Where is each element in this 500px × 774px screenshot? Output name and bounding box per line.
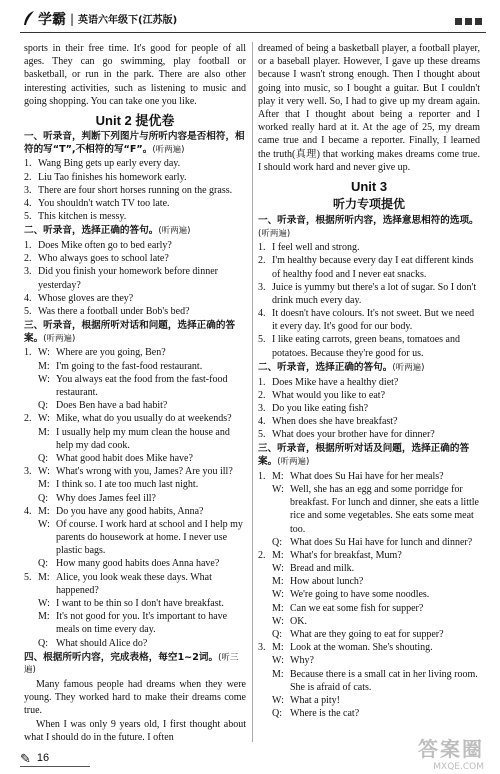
dialog-text: I want to be thin so I don't have breakfast.	[56, 598, 224, 609]
speaker-label: Q:	[38, 400, 48, 412]
r-section3-heading: 三、听录音，根据所听对话及问题，选择正确的答案。(听两遍)	[258, 443, 470, 468]
passage-continuation: dreamed of being a basketball player, a football player, or a baseball player. However, I gave up these dreams because I wasn't strong enough. Then I thought about going into music, so I bought a guitar. But I couldn't play it very well. So, I had to give up my dream again. After that I thought about being a reporter and I worked really hard at it. At the age of 25, my dream came true and I became a reporter. Finally, I learned the truth(真理) that working makes dreams come true. I should work hard and never give up.	[258, 43, 480, 173]
item-text: I like eating carrots, green beans, tomatoes and potatoes. Because they're good for us.	[272, 334, 460, 359]
item-text: Who always goes to school late?	[38, 253, 169, 265]
item-text: What does your brother have for dinner?	[272, 429, 435, 441]
list-item	[24, 239, 246, 252]
dialog-line	[24, 478, 246, 491]
item-number: 3.	[258, 281, 266, 293]
item-text: What would you like to eat?	[272, 389, 386, 401]
speaker-label: M:	[272, 576, 284, 588]
dialog-text: What does Su Hai have for lunch and dinner?	[290, 536, 473, 548]
dialog-line	[24, 346, 246, 359]
footer-rule	[20, 766, 90, 767]
dialog-text: Alice, you look weak these days. What happened?	[56, 571, 212, 596]
speaker-label: M:	[38, 505, 50, 517]
speaker-label: M:	[272, 470, 284, 482]
header-separator: |	[70, 12, 75, 27]
speaker-label: Q:	[38, 452, 48, 464]
dialog-text: How many good habits does Anna have?	[56, 558, 220, 570]
site-watermark: 答案圈 MXQE.COM	[418, 737, 484, 773]
right-column	[258, 42, 480, 720]
dialog-text: I'm going to the fast-food restaurant.	[56, 360, 203, 372]
section2-heading: 二、听录音，选择正确的答句。(听两遍)	[24, 225, 191, 237]
section4-heading: 四、根据所听内容，完成表格，每空1~2词。(听三遍)	[24, 651, 239, 676]
dialog-line	[258, 668, 480, 694]
item-number: 1.	[258, 376, 266, 388]
list-item	[24, 197, 246, 210]
speaker-label: W:	[38, 598, 50, 609]
dialog-line	[24, 412, 246, 425]
dialog-number: 3.	[258, 642, 266, 654]
dialog-number: 2.	[24, 413, 32, 425]
item-number: 4.	[24, 197, 32, 209]
speaker-label: W:	[38, 373, 50, 385]
book-subtitle: 英语六年级下(江苏版)	[78, 14, 178, 26]
quill-icon	[22, 10, 36, 30]
speaker-label: Q:	[272, 629, 282, 641]
dialog-number: 1.	[24, 347, 32, 359]
item-number: 2.	[258, 389, 266, 401]
item-text: I feel well and strong.	[272, 242, 360, 254]
intro-paragraph: sports in their free time. It's good for people of all ages. They can go swimming, play football or basketball, or run in the park. There are also other interesting activities, such as listening to music and going shopping. You can take one you like.	[24, 43, 246, 107]
section2-list	[24, 239, 246, 318]
dialog-text: Why does James feel ill?	[56, 492, 156, 504]
item-number: 3.	[24, 184, 32, 196]
list-item	[258, 254, 480, 280]
item-text: It doesn't have colours. It's not sweet. But we need it every day. It's good for our body.	[272, 308, 475, 333]
header-squares-decoration	[455, 18, 482, 25]
dialog-line	[258, 588, 480, 601]
dialog-line	[24, 597, 246, 610]
speaker-label: Q:	[272, 708, 282, 720]
dialog-text: Mike, what do you usually do at weekends?	[56, 413, 232, 425]
speaker-label: M:	[38, 611, 50, 623]
speaker-label: W:	[38, 518, 50, 530]
dialog-line	[24, 637, 246, 650]
item-text: Do you like eating fish?	[272, 402, 369, 414]
speaker-label: M:	[272, 642, 284, 654]
dialog-text: Why?	[290, 655, 314, 667]
item-number: 5.	[258, 429, 266, 441]
speaker-label: W:	[272, 483, 284, 495]
list-item	[258, 402, 480, 415]
item-number: 2.	[258, 255, 266, 267]
item-number: 1.	[24, 158, 32, 170]
dialog-text: Where is the cat?	[290, 708, 360, 720]
dialog-text: Because there is a small cat in her living room. She is afraid of cats.	[290, 668, 478, 693]
speaker-label: M:	[272, 668, 284, 680]
dialog-line	[258, 707, 480, 720]
speaker-label: W:	[38, 466, 50, 478]
brand-name: 学霸	[38, 11, 66, 28]
dialog-text: What should Alice do?	[56, 637, 148, 649]
item-number: 5.	[24, 211, 32, 223]
dialog-text: Where are you going, Ben?	[56, 347, 166, 359]
item-number: 3.	[24, 266, 32, 278]
dialog-text: Does Ben have a bad habit?	[56, 400, 168, 412]
speaker-label: Q:	[38, 558, 48, 570]
list-item	[258, 241, 480, 254]
dialog-line	[258, 549, 480, 562]
unit2-title: Unit 2 提优卷	[95, 112, 175, 128]
section4-paragraph-2: When I was only 9 years old, I first thought about what I should do in the future. I often	[24, 718, 246, 743]
dialog-line	[258, 654, 480, 667]
dialog-line	[24, 505, 246, 518]
section3-heading: 三、听录音，根据所听对话和问题，选择正确的答案。(听两遍)	[24, 320, 236, 344]
dialog-line	[24, 452, 246, 465]
dialog-text: OK.	[290, 615, 307, 627]
dialog-line	[24, 557, 246, 570]
dialog-text: You always eat the food from the fast-food restaurant.	[56, 373, 228, 398]
speaker-label: Q:	[38, 492, 48, 504]
item-number: 1.	[24, 240, 32, 251]
speaker-label: W:	[272, 615, 284, 627]
speaker-label: M:	[272, 549, 284, 561]
speaker-label: Q:	[272, 536, 282, 548]
speaker-label: M:	[38, 571, 50, 583]
list-item	[24, 157, 246, 170]
item-text: You shouldn't watch TV too late.	[38, 197, 170, 209]
dialog-line	[24, 571, 246, 597]
list-item	[258, 333, 480, 359]
item-text: When does she have breakfast?	[272, 416, 398, 428]
speaker-label: Q:	[38, 637, 48, 649]
page-number: 16	[36, 752, 50, 765]
page-footer	[20, 750, 49, 767]
speaker-label: M:	[38, 479, 50, 491]
speaker-label: W:	[272, 563, 284, 575]
item-number: 2.	[24, 253, 32, 265]
dialog-text: What does Su Hai have for her meals?	[290, 470, 444, 482]
dialog-text: Do you have any good habits, Anna?	[56, 505, 204, 517]
list-item	[24, 292, 246, 305]
section3-dialogs	[24, 346, 246, 649]
dialog-line	[24, 373, 246, 399]
list-item	[258, 428, 480, 441]
dialog-number: 4.	[24, 505, 32, 517]
unit3-title: Unit 3	[350, 178, 388, 194]
dialog-line	[258, 536, 480, 549]
item-text: This kitchen is messy.	[38, 211, 127, 223]
dialog-text: Well, she has an egg and some porridge for breakfast. For lunch and dinner, she eats a little rice and some vegetables. She eats some meat too.	[290, 483, 479, 535]
dialog-line	[258, 628, 480, 641]
list-item	[24, 265, 246, 291]
dialog-text: What's for breakfast, Mum?	[290, 549, 402, 561]
page-header	[20, 8, 486, 36]
speaker-label: W:	[272, 655, 284, 667]
left-column	[24, 42, 246, 744]
dialog-line	[258, 483, 480, 536]
speaker-label: M:	[272, 602, 284, 614]
item-text: Did you finish your homework before dinner yesterday?	[38, 266, 218, 291]
list-item	[258, 415, 480, 428]
column-divider	[252, 42, 253, 742]
dialog-text: Look at the woman. She's shouting.	[290, 642, 433, 654]
list-item	[258, 307, 480, 333]
dialog-text: It's not good for you. It's important to have meals on time every day.	[56, 611, 228, 636]
unit3-subtitle: 听力专项提优	[332, 197, 405, 212]
dialog-text: What good habit does Mike have?	[56, 452, 193, 464]
dialog-text: I usually help my mum clean the house and help my dad cook.	[56, 426, 230, 451]
r-section2-heading: 二、听录音，选择正确的答句。(听两遍)	[258, 361, 425, 373]
header-rule	[20, 32, 486, 33]
dialog-number: 3.	[24, 466, 32, 478]
item-text: There are four short horses running on the grass.	[38, 184, 233, 196]
dialog-text: How about lunch?	[290, 576, 364, 588]
item-number: 5.	[24, 305, 32, 317]
dialog-line	[24, 610, 246, 636]
item-text: Juice is yummy but there's a lot of sugar. So I don't drink much every day.	[272, 281, 477, 306]
dialog-number: 2.	[258, 549, 266, 561]
item-number: 1.	[258, 242, 266, 254]
dialog-line	[24, 492, 246, 505]
dialog-line	[258, 694, 480, 707]
section4-paragraph-1: Many famous people had dreams when they were young. They worked hard to make their dreams come true.	[24, 679, 246, 717]
dialog-line	[258, 575, 480, 588]
list-item	[24, 184, 246, 197]
dialog-number: 1.	[258, 470, 266, 482]
list-item	[258, 376, 480, 389]
speaker-label: M:	[38, 360, 50, 372]
speaker-label: W:	[38, 413, 50, 425]
dialog-line	[258, 602, 480, 615]
item-number: 4.	[258, 416, 266, 428]
speaker-label: W:	[272, 694, 284, 706]
r-section2-list	[258, 376, 480, 442]
item-number: 2.	[24, 171, 32, 183]
dialog-line	[24, 465, 246, 478]
list-item	[24, 252, 246, 265]
dialog-text: What are they going to eat for supper?	[290, 629, 444, 641]
item-text: Was there a football under Bob's bed?	[38, 305, 190, 317]
dialog-line	[258, 470, 480, 483]
dialog-text: What's wrong with you, James? Are you ill?	[56, 466, 233, 478]
dialog-line	[24, 360, 246, 373]
book-logo	[22, 10, 177, 30]
section1-list	[24, 157, 246, 223]
list-item	[24, 305, 246, 318]
dialog-line	[258, 615, 480, 628]
item-text: Whose gloves are they?	[38, 292, 134, 304]
dialog-text: Can we eat some fish for supper?	[290, 602, 424, 614]
r-section1-heading: 一、听录音，根据所听内容，选择意思相符的选项。(听两遍)	[258, 214, 479, 239]
list-item	[258, 389, 480, 402]
item-text: Does Mike often go to bed early?	[38, 240, 172, 251]
item-number: 4.	[258, 308, 266, 320]
item-number: 3.	[258, 402, 266, 414]
r-section1-list	[258, 241, 480, 360]
dialog-text: I think so. I ate too much last night.	[56, 479, 199, 491]
list-item	[24, 210, 246, 223]
item-text: I'm healthy because every day I eat different kinds of healthy food and I never eat snacks.	[272, 255, 474, 280]
item-number: 5.	[258, 334, 266, 346]
dialog-text: We're going to have some noodles.	[290, 589, 430, 601]
item-text: Wang Bing gets up early every day.	[38, 158, 181, 170]
pencil-icon: ✎	[20, 751, 31, 766]
speaker-label: M:	[38, 426, 50, 438]
speaker-label: W:	[272, 589, 284, 601]
section1-heading: 一、听录音，判断下列图片与所听内容是否相符，相符的写“T”,不相符的写“F”。(听两遍)	[24, 131, 245, 155]
dialog-line	[258, 562, 480, 575]
item-number: 4.	[24, 292, 32, 304]
list-item	[24, 171, 246, 184]
dialog-text: What a pity!	[290, 694, 340, 706]
list-item	[258, 281, 480, 307]
item-text: Liu Tao finishes his homework early.	[38, 171, 187, 183]
dialog-number: 5.	[24, 571, 32, 583]
r-section3-dialogs	[258, 470, 480, 721]
dialog-text: Of course. I work hard at school and I help my parents do housework at home. I never use plastic bags.	[56, 518, 243, 557]
dialog-text: Bread and milk.	[290, 563, 355, 575]
speaker-label: W:	[38, 347, 50, 359]
dialog-line	[24, 518, 246, 558]
dialog-line	[24, 399, 246, 412]
dialog-line	[24, 426, 246, 452]
dialog-line	[258, 641, 480, 654]
item-text: Does Mike have a healthy diet?	[272, 376, 399, 388]
